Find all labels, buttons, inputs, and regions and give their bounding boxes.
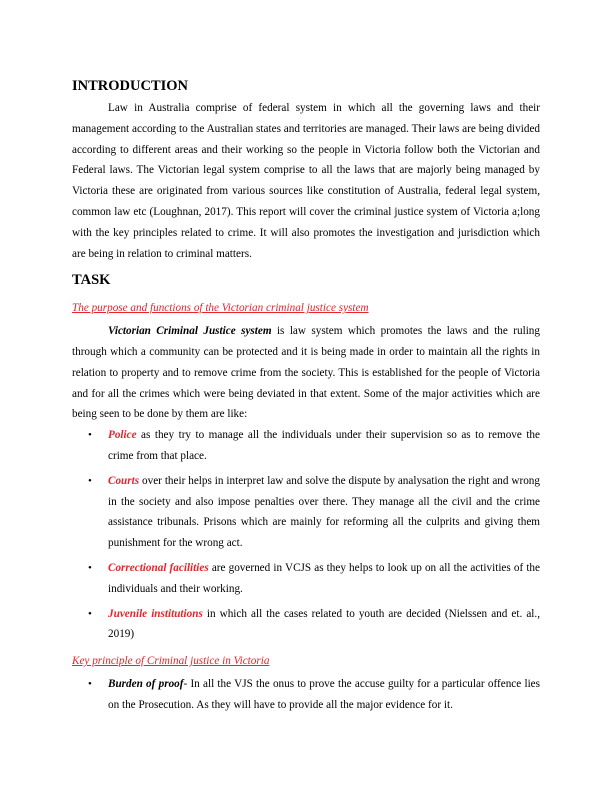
purpose-subheading: The purpose and functions of the Victorian criminal justice system [72, 302, 369, 315]
list-item-police [72, 425, 540, 467]
introduction-heading: INTRODUCTION [72, 78, 189, 94]
introduction-paragraph: Law in Australia comprise of federal system in which all the governing laws and their management according to the Australian states and territories are managed. Their laws are being divided according to different areas and their working so the people in Victoria follow both the Victorian and Federal laws. The Victorian legal system comprise to all the laws that are majorly being managed by Victoria these are originated from various sources like constitution of Australia, federal legal system, common law etc (Loughnan, 2017). This report will cover the criminal justice system of Victoria a;long with the key principles related to crime. It will also promotes the investigation and jurisdiction which are being in relation to criminal matters. [72, 102, 540, 260]
list-item-text: over their helps in interpret law and solve the dispute by analysation the right and wrong in the society and also impose penalties over there. They manage all the civil and the crime assistance tribunals. Prisons which are mainly for reforming all the culprits and giving them punishment for the wrong act. [108, 474, 540, 550]
list-item-term: Police [108, 429, 137, 442]
list-item-text: as they try to manage all the individuals under their supervision so as to remove the crime from that place. [108, 429, 540, 462]
list-item-juvenile [72, 604, 540, 646]
vcjs-lead-text: is law system which promotes the laws and the ruling through which a community can be protected and it is being made in order to maintain all the rights in relation to property and to remove crime from the society. This is established for the people of Victoria and for all the crimes which were being deviated in that extent. Some of the major activities which are being seen to be done by them are like: [72, 325, 540, 421]
list-item-text: in which all the cases related to youth are decided (Nielssen and et. al., 2019) [108, 607, 540, 641]
list-item-burden-of-proof [72, 674, 540, 716]
list-item-term: Burden of proof [108, 677, 184, 690]
vcjs-lead-term: Victorian Criminal Justice system [108, 325, 272, 338]
vcjs-paragraph [72, 321, 540, 425]
bullet-icon: • [88, 474, 92, 487]
list-item-term: Juvenile institutions [108, 607, 203, 620]
task-heading: TASK [72, 272, 111, 289]
list-item-text: - In all the VJS the onus to prove the accuse guilty for a particular offence lies on the Prosecution. As they will have to provide all the major evidence for it. [108, 677, 540, 711]
key-principle-subheading: Key principle of Criminal justice in Victoria [72, 655, 270, 668]
bullet-icon: • [88, 429, 92, 442]
list-item-term: Correctional facilities [108, 561, 209, 574]
list-item-term: Courts [108, 474, 140, 487]
bullet-icon: • [88, 677, 92, 690]
list-item-courts [72, 471, 540, 554]
document-page [72, 76, 540, 722]
bullet-icon: • [88, 561, 92, 574]
principles-list [72, 674, 540, 716]
list-item-text: are governed in VCJS as they helps to look up on all the activities of the individuals and their working. [108, 561, 540, 595]
functions-list [72, 425, 540, 645]
list-item-correctional [72, 558, 540, 600]
bullet-icon: • [88, 607, 92, 620]
